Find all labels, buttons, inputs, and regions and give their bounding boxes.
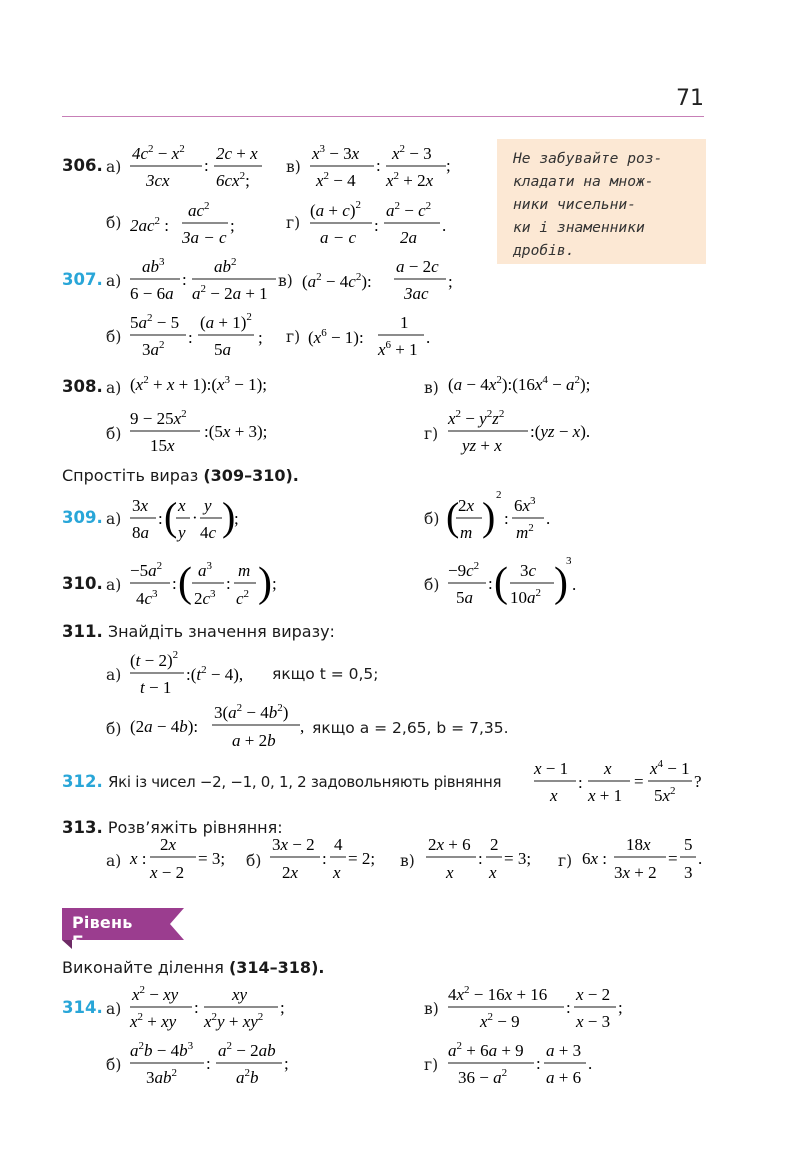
- svg-text::: :: [182, 270, 187, 289]
- svg-text:(: (: [178, 560, 192, 606]
- tip-text: Не забувайте роз- кладати на множ- ники чисельни- ки і знаменники дробів.: [513, 150, 663, 259]
- svg-text::: :: [578, 773, 583, 792]
- svg-text:=: =: [668, 849, 678, 868]
- svg-text:t − 1: t − 1: [140, 678, 172, 697]
- ex307-number: 307.: [62, 270, 103, 289]
- svg-text:.: .: [546, 509, 551, 528]
- svg-text:−9c2: $-9c^2$: [448, 560, 480, 580]
- svg-text:6 − 6a: 6 − 6a: [130, 284, 174, 303]
- ex310-a-label: а): [106, 576, 122, 594]
- svg-text:3: 3: [684, 863, 693, 882]
- divide-text: Виконайте ділення: [62, 958, 229, 977]
- ex313-b-label: б): [246, 852, 262, 870]
- svg-text:x + 1: x + 1: [588, 786, 623, 805]
- svg-text:x: x: [178, 496, 186, 515]
- svg-text:y: y: [204, 496, 212, 515]
- svg-text::: :: [172, 574, 177, 593]
- divide-heading: [62, 958, 324, 977]
- svg-text:=: =: [634, 772, 644, 791]
- ex311-b-label: б): [106, 720, 122, 738]
- ex309-number: 309.: [62, 508, 103, 527]
- level-title: Рівень Б: [72, 913, 133, 951]
- svg-text:a2 − c2: $a^2 - c^2$: [386, 200, 432, 220]
- svg-text::: :: [478, 849, 483, 868]
- ex311-number: 311.: [62, 622, 103, 641]
- simplify-range: (309–310).: [203, 466, 299, 485]
- svg-text::: :: [536, 1054, 541, 1073]
- svg-text:a − c: a − c: [320, 228, 357, 247]
- ex308-number: 308.: [62, 377, 103, 396]
- svg-text:.: .: [698, 849, 703, 868]
- ex313-a-label: а): [106, 852, 122, 870]
- svg-text:3c: 3c: [520, 561, 537, 580]
- ex311-heading: [62, 622, 335, 641]
- svg-text:2: 2: [496, 489, 502, 501]
- ex314-g-formula: [446, 1036, 616, 1092]
- svg-text:2c3: $2c^3$: [194, 588, 216, 608]
- ex313-g-label: г): [558, 852, 573, 870]
- svg-text:a2 − 2a + 1: $a^2 - 2a + 1$: [192, 283, 268, 303]
- svg-text:10a2: $10a^2$: [510, 587, 541, 607]
- svg-text:): ): [482, 494, 496, 539]
- simplify-heading: [62, 466, 299, 485]
- svg-text:3ac: 3ac: [404, 284, 429, 303]
- svg-text:x3 − 3x: $x^3 - 3x$: [312, 143, 360, 163]
- svg-text::: :: [376, 156, 381, 175]
- ex308-a-formula: [128, 366, 318, 400]
- ex306-number: 306.: [62, 156, 103, 175]
- ex312-formula: [532, 754, 712, 812]
- svg-text::: :: [322, 849, 327, 868]
- svg-text:a3: $a^3$: [198, 560, 212, 580]
- svg-text:(a2 − 4c2):: $(a^2 - 4c^2)$:: [302, 271, 372, 291]
- svg-text:ab2: $ab^2$: [214, 256, 237, 276]
- svg-text:a2b: $a^2b$: [236, 1067, 259, 1087]
- ex308-v-label: в): [424, 379, 439, 397]
- svg-text::: :: [204, 156, 209, 175]
- svg-text:x: x: [550, 786, 558, 805]
- svg-text:6x :: 6x :: [582, 849, 608, 868]
- svg-text:m: m: [460, 523, 473, 542]
- svg-text:5a2 − 5: $5a^2 - 5$: [130, 312, 180, 332]
- ex310-b-label: б): [424, 576, 440, 594]
- svg-text:x6 + 1: $x^6 + 1$: [378, 339, 418, 359]
- page-number: 71: [676, 86, 704, 111]
- svg-text:(x2 + x + 1):(x3 − 1);: ($x^2 + x$ + $1):(x^3 - 1)$;: [130, 374, 268, 394]
- svg-text:4c2 − x2: $4c^2 - x^2$: [132, 143, 185, 163]
- svg-text:;: ;: [284, 1054, 289, 1073]
- svg-text:(: (: [446, 494, 460, 539]
- svg-text:4: 4: [334, 835, 343, 854]
- svg-text:,: ,: [300, 717, 305, 736]
- svg-text:;: ;: [618, 998, 623, 1017]
- svg-text::(t2 − 4),: $:(t^2 - 4)$,: [186, 664, 244, 684]
- level-tail: [170, 908, 184, 940]
- svg-text:6cx2;: $6cx^2$;: [216, 170, 250, 190]
- svg-text:5a: 5a: [214, 340, 231, 359]
- svg-text:x: x: [489, 863, 497, 882]
- svg-text:x :: x :: [130, 849, 147, 868]
- svg-text:36 − a2: $36 - a^2$: [458, 1067, 508, 1087]
- svg-text:(t − 2)2: $(t - 2)^2$: [130, 649, 179, 670]
- ex311-b-formula: [128, 696, 308, 754]
- svg-text:.: .: [572, 575, 577, 594]
- svg-text:x2 − 9: $x^2 - 9$: [480, 1011, 520, 1031]
- svg-text:;: ;: [446, 156, 451, 175]
- svg-text:2x: 2x: [458, 496, 475, 515]
- simplify-text: Спростіть вираз: [62, 466, 204, 485]
- svg-text::: :: [194, 998, 199, 1017]
- level-fold: [62, 940, 72, 949]
- ex310-a-formula: [128, 554, 288, 612]
- ex307-b-label: б): [106, 328, 122, 346]
- ex313-a-formula: [128, 832, 238, 888]
- svg-text:2: 2: [490, 835, 499, 854]
- ex310-number: 310.: [62, 574, 103, 593]
- svg-text:a + 6: a + 6: [546, 1068, 582, 1087]
- svg-text:5: 5: [684, 835, 693, 854]
- ex306-b-label: б): [106, 214, 122, 232]
- divide-range: (314–318).: [228, 958, 325, 977]
- svg-text:(: (: [164, 494, 178, 539]
- ex307-a-label: а): [106, 272, 122, 290]
- svg-text:x − 2: x − 2: [150, 863, 185, 882]
- ex310-b-formula: [446, 550, 596, 612]
- svg-text:a − 2c: a − 2c: [396, 257, 439, 276]
- svg-text:3(a2 − 4b2): $3(a^2 - 4b^2)$: [214, 702, 289, 722]
- svg-text:3a2: $3a^2$: [142, 339, 165, 359]
- svg-text:4c: 4c: [200, 523, 217, 542]
- ex313-b-formula: [268, 832, 388, 888]
- ex311-a-label: а): [106, 666, 122, 684]
- svg-text:(2a − 4b):: (2a − 4b):: [130, 717, 199, 736]
- svg-text:(a + 1)2: $(a + 1)^2$: [200, 311, 252, 332]
- ex314-g-label: г): [424, 1056, 439, 1074]
- ex308-v-formula: [446, 366, 646, 400]
- ex313-v-formula: [424, 832, 544, 888]
- svg-text:a + 2b: a + 2b: [232, 731, 276, 750]
- ex306-g-label: г): [286, 214, 301, 232]
- ex311-b-condition: якщо a = 2,65, b = 7,35.: [312, 719, 509, 737]
- svg-text:= 3;: = 3;: [504, 849, 532, 868]
- ex313-text: Розв’яжіть рівняння:: [107, 818, 283, 837]
- svg-text::: :: [226, 574, 231, 593]
- svg-text:15x: 15x: [150, 436, 175, 455]
- header-rule: [62, 116, 704, 117]
- ex309-b-formula: [446, 486, 566, 546]
- svg-text:x4 − 1: $x^4 - 1$: [650, 758, 690, 778]
- ex306-v-formula: [308, 140, 458, 192]
- tip-box: [497, 139, 706, 264]
- svg-text:): ): [258, 560, 272, 606]
- ex309-a-label: а): [106, 510, 122, 528]
- svg-text:;: ;: [272, 574, 277, 593]
- svg-text:= 3;: = 3;: [198, 849, 226, 868]
- svg-text::: :: [566, 998, 571, 1017]
- svg-text:= 2;: = 2;: [348, 849, 376, 868]
- ex314-number: 314.: [62, 998, 103, 1017]
- svg-text:x − 2: x − 2: [576, 985, 611, 1004]
- ex314-b-label: б): [106, 1056, 122, 1074]
- svg-text:3x + 2: 3x + 2: [614, 863, 657, 882]
- svg-text:(a + c)2: $(a + c)^2$: [310, 199, 361, 220]
- svg-text:x2 − y2z2: $x^2 - y^2z^2$: [448, 408, 505, 428]
- svg-text:ab3: $ab^3$: [142, 256, 165, 276]
- svg-text:.: .: [442, 216, 447, 235]
- svg-text::: :: [188, 328, 193, 347]
- ex307-g-formula: [306, 308, 446, 364]
- ex311-text: Знайдіть значення виразу:: [107, 622, 335, 641]
- svg-text:8a: 8a: [132, 523, 149, 542]
- svg-text:3x − 2: 3x − 2: [272, 835, 315, 854]
- svg-text:3x: 3x: [132, 496, 149, 515]
- svg-text:2ac2 :: $2ac^2$ :: [130, 215, 170, 235]
- svg-text:;: ;: [448, 272, 453, 291]
- svg-text:−5a2: $-5a^2$: [130, 560, 163, 580]
- svg-text:x: x: [333, 863, 341, 882]
- svg-text::: :: [374, 216, 379, 235]
- svg-text::(5x + 3);: :(5x + 3);: [204, 422, 268, 441]
- svg-text:a2b − 4b3: $a^2b - 4b^3$: [130, 1040, 194, 1060]
- svg-text:(a − 4x2):(16x4 − a2);: $(a - 4x^2):(16x^4 - a^2)$;: [448, 374, 591, 394]
- svg-text:x: x: [604, 759, 612, 778]
- ex307-v-label: в): [278, 272, 293, 290]
- ex312-text: Які із чисел −2, −1, 0, 1, 2 задовольняють рівняння: [108, 773, 502, 791]
- svg-text:(: (: [494, 560, 508, 606]
- svg-text:6x3: $6x^3$: [514, 495, 536, 515]
- svg-text:?: ?: [694, 772, 702, 791]
- svg-text:2x: 2x: [282, 863, 299, 882]
- ex308-a-label: а): [106, 379, 122, 397]
- ex313-number: 313.: [62, 818, 103, 837]
- ex312-number: 312.: [62, 772, 103, 791]
- svg-text:1: 1: [400, 313, 409, 332]
- svg-text:.: .: [426, 328, 431, 347]
- svg-text:(x6 − 1):: $(x^6 - 1)$:: [308, 327, 364, 347]
- ex311-a-formula: [128, 642, 268, 700]
- ex307-a-formula: [128, 252, 278, 306]
- ex308-b-formula: [128, 404, 298, 458]
- svg-text:;: ;: [234, 509, 239, 528]
- svg-text:x2 + 2x: $x^2 + 2x$: [386, 170, 434, 190]
- svg-text:yz + x: yz + x: [462, 436, 502, 455]
- svg-text::: :: [488, 574, 493, 593]
- svg-text:ac2: $ac^2$: [188, 200, 210, 220]
- ex314-a-formula: [128, 980, 298, 1036]
- ex313-v-label: в): [400, 852, 415, 870]
- svg-text::: :: [158, 509, 163, 528]
- svg-text::(yz − x).: :(yz − x).: [530, 422, 591, 441]
- svg-text:xy: xy: [232, 985, 248, 1004]
- ex307-b-formula: [128, 306, 278, 362]
- svg-text:x2 − 4: $x^2 - 4$: [316, 170, 356, 190]
- ex311-a-condition: якщо t = 0,5;: [272, 665, 379, 683]
- svg-text:a + 3: a + 3: [546, 1041, 582, 1060]
- svg-text:18x: 18x: [626, 835, 651, 854]
- ex306-b-formula: [128, 196, 248, 250]
- ex313-g-formula: [580, 832, 710, 888]
- svg-text:x2y + xy2: $x^2y + xy^2$: [204, 1011, 264, 1031]
- svg-text:3a − c: 3a − c: [182, 228, 227, 247]
- svg-text:;: ;: [258, 328, 263, 347]
- svg-text:): ): [222, 494, 236, 539]
- svg-text:): ): [554, 560, 568, 606]
- svg-text:m: m: [238, 561, 251, 580]
- svg-text::: :: [206, 1054, 211, 1073]
- svg-text:3: 3: [566, 555, 572, 567]
- svg-text::: :: [504, 509, 509, 528]
- ex306-a-label: а): [106, 158, 122, 176]
- svg-text:·: ·: [192, 508, 198, 527]
- ex314-a-label: а): [106, 1000, 122, 1018]
- svg-text:3cx: 3cx: [146, 171, 170, 190]
- ex307-v-formula: [300, 252, 460, 306]
- svg-text:a2 − 2ab: $a^2 - 2ab$: [218, 1040, 276, 1060]
- svg-text:a2 + 6a + 9: $a^2 + 6a + 9$: [448, 1040, 524, 1060]
- svg-text:4c3: $4c^3$: [136, 588, 158, 608]
- svg-text:3ab2: $3ab^2$: [146, 1067, 177, 1087]
- svg-text:2c + x: 2c + x: [216, 144, 258, 163]
- svg-text:x2 − 3: $x^2 - 3$: [392, 143, 432, 163]
- svg-text:5x2: $5x^2$: [654, 785, 676, 805]
- ex314-b-formula: [128, 1036, 298, 1092]
- svg-text:x2 − xy: $x^2$ − xy: [132, 984, 179, 1004]
- svg-text:c2: $c^2$: [236, 588, 250, 608]
- ex309-a-formula: [128, 490, 248, 546]
- ex314-v-label: в): [424, 1000, 439, 1018]
- svg-text:2x + 6: 2x + 6: [428, 835, 471, 854]
- svg-text:2a: 2a: [400, 228, 417, 247]
- svg-text:9 − 25x2: $9 - 25x^2$: [130, 408, 187, 428]
- ex307-g-label: г): [286, 328, 301, 346]
- ex308-b-label: б): [106, 425, 122, 443]
- ex306-g-formula: [308, 194, 458, 250]
- svg-text:5a: 5a: [456, 588, 473, 607]
- svg-text:;: ;: [230, 216, 235, 235]
- svg-text:4x2 − 16x + 16: $4x^2 - 16x + 16$: [448, 984, 548, 1004]
- svg-text:;: ;: [280, 998, 285, 1017]
- ex308-g-label: г): [424, 425, 439, 443]
- svg-text:x − 3: x − 3: [576, 1012, 611, 1031]
- ex314-v-formula: [446, 980, 636, 1036]
- svg-text:m2: $m^2$: [516, 522, 534, 542]
- svg-text:y: y: [178, 523, 186, 542]
- ex308-g-formula: [446, 404, 616, 458]
- ex306-a-formula: [128, 140, 268, 192]
- svg-text:.: .: [588, 1054, 593, 1073]
- svg-text:2x: 2x: [160, 835, 177, 854]
- ex306-v-label: в): [286, 158, 301, 176]
- svg-text:x: x: [446, 863, 454, 882]
- ex309-b-label: б): [424, 510, 440, 528]
- svg-text:x − 1: x − 1: [534, 759, 569, 778]
- svg-text:x2 + xy: $x^2$ + xy: [130, 1011, 177, 1031]
